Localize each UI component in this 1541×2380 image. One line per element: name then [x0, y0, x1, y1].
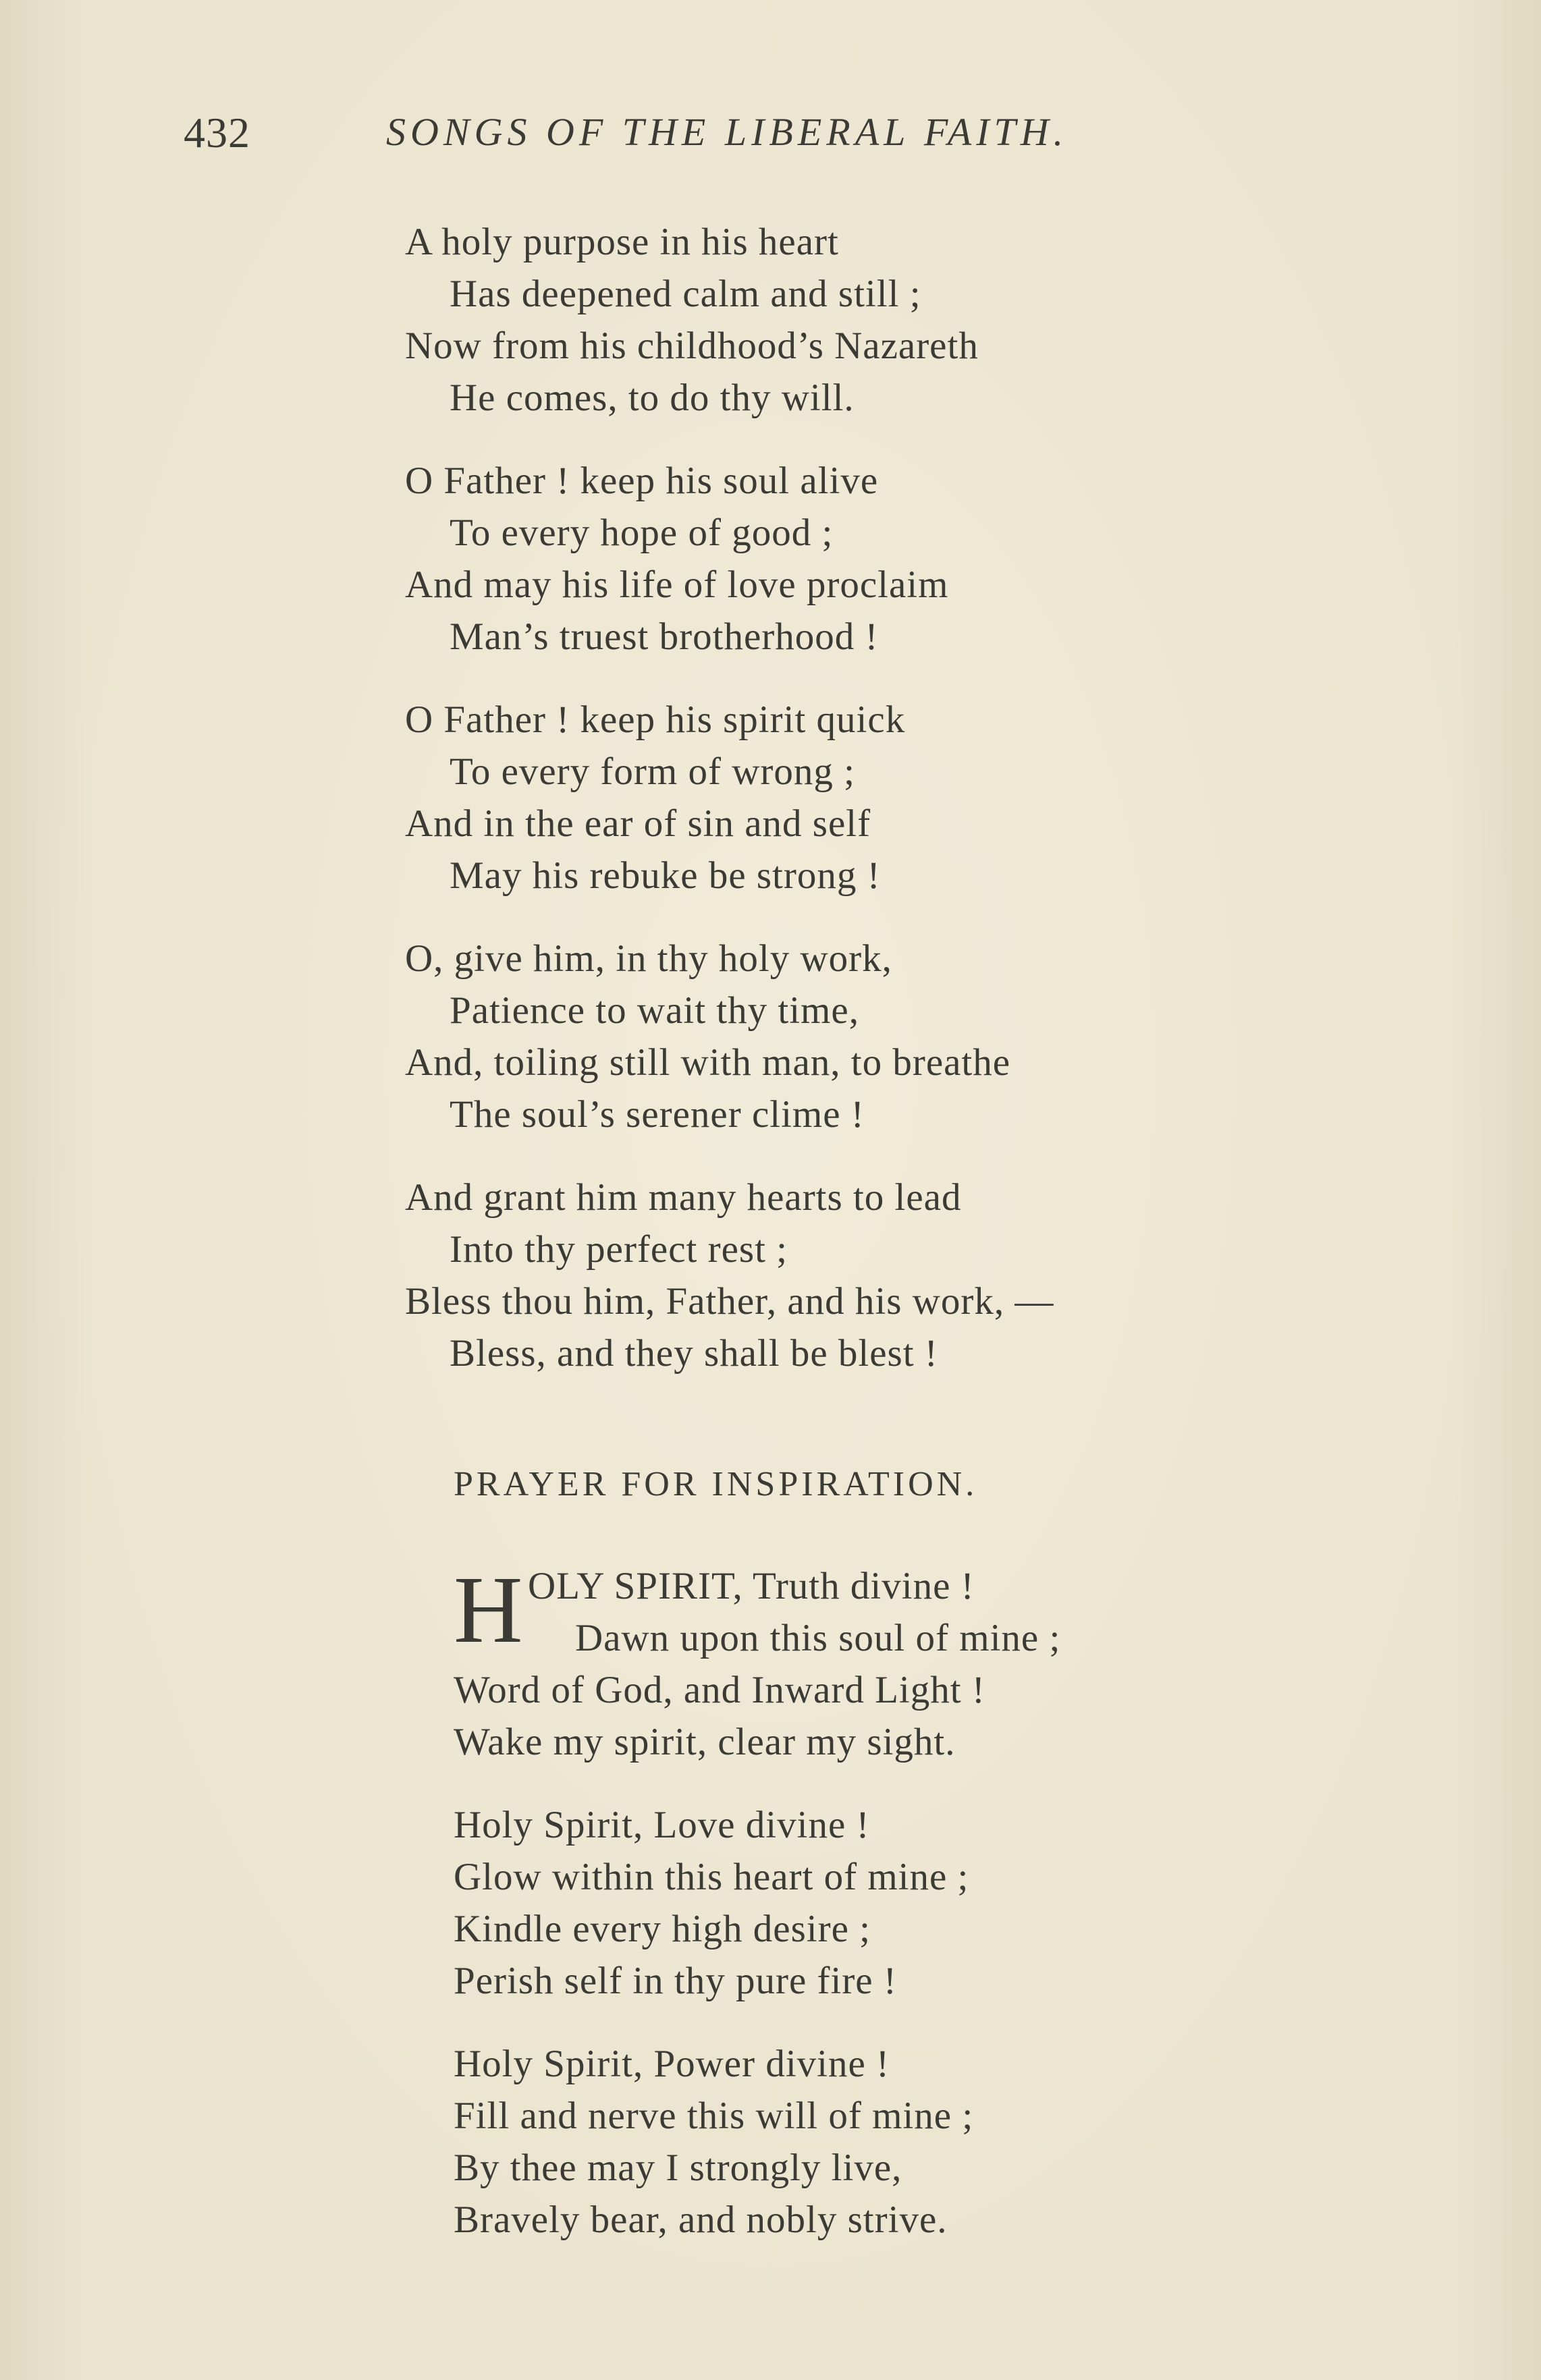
hymn-prayer-for-inspiration	[454, 1556, 1264, 2277]
verse-line: Glow within this heart of mine ;	[454, 1856, 969, 1898]
drop-cap: H	[454, 1556, 523, 1663]
verse-line: OLY SPIRIT, Truth divine !	[528, 1565, 975, 1607]
verse-line: Perish self in thy pure fire !	[454, 1960, 897, 2002]
stanza	[405, 455, 1215, 663]
stanza	[405, 694, 1215, 902]
stanza	[405, 216, 1215, 424]
verse-line: May his rebuke be strong !	[450, 854, 881, 897]
verse-line: O Father ! keep his spirit quick	[405, 698, 906, 741]
stanza	[405, 1171, 1215, 1379]
verse-line: Bless thou him, Father, and his work, —	[405, 1280, 1054, 1323]
verse-line: Wake my spirit, clear my sight.	[454, 1721, 956, 1763]
verse-line: Man’s truest brotherhood !	[450, 615, 879, 658]
verse-line: Holy Spirit, Love divine !	[454, 1804, 870, 1846]
verse-line: Now from his childhood’s Nazareth	[405, 325, 979, 367]
verse-line: O, give him, in thy holy work,	[405, 937, 892, 980]
verse-line: And in the ear of sin and self	[405, 802, 871, 845]
verse-line: Bravely bear, and nobly strive.	[454, 2198, 948, 2241]
hymn-title: PRAYER FOR INSPIRATION.	[454, 1465, 978, 1503]
verse-line: A holy purpose in his heart	[405, 221, 839, 263]
verse-line: The soul’s serener clime !	[450, 1093, 865, 1136]
verse-line: By thee may I strongly live,	[454, 2147, 902, 2189]
verse-line: He comes, to do thy will.	[450, 377, 855, 419]
verse-line: Holy Spirit, Power divine !	[454, 2043, 890, 2085]
stanza	[405, 933, 1215, 1140]
verse-line: Has deepened calm and still ;	[450, 273, 921, 315]
verse-line: Patience to wait thy time,	[450, 989, 859, 1032]
running-head	[184, 108, 1183, 175]
verse-line: And, toiling still with man, to breathe	[405, 1041, 1011, 1084]
verse-line: Kindle every high desire ;	[454, 1908, 871, 1950]
verse-line: Bless, and they shall be blest !	[450, 1332, 938, 1375]
verse-line: And grant him many hearts to lead	[405, 1176, 962, 1219]
hymn-ordination	[405, 216, 1215, 1410]
running-title: SONGS OF THE LIBERAL FAITH.	[386, 110, 1069, 154]
verse-line: Into thy perfect rest ;	[450, 1228, 788, 1271]
stanza	[454, 1799, 1264, 2007]
verse-line: Word of God, and Inward Light !	[454, 1669, 985, 1711]
verse-line: To every form of wrong ;	[450, 750, 855, 793]
stanza	[454, 1556, 1264, 1768]
verse-line: O Father ! keep his soul alive	[405, 460, 879, 502]
page-number: 432	[184, 109, 250, 157]
verse-line: Dawn upon this soul of mine ;	[575, 1617, 1061, 1659]
verse-line: Fill and nerve this will of mine ;	[454, 2095, 974, 2137]
verse-line: And may his life of love proclaim	[405, 563, 949, 606]
verse-line: To every hope of good ;	[450, 511, 834, 554]
stanza	[454, 2038, 1264, 2246]
